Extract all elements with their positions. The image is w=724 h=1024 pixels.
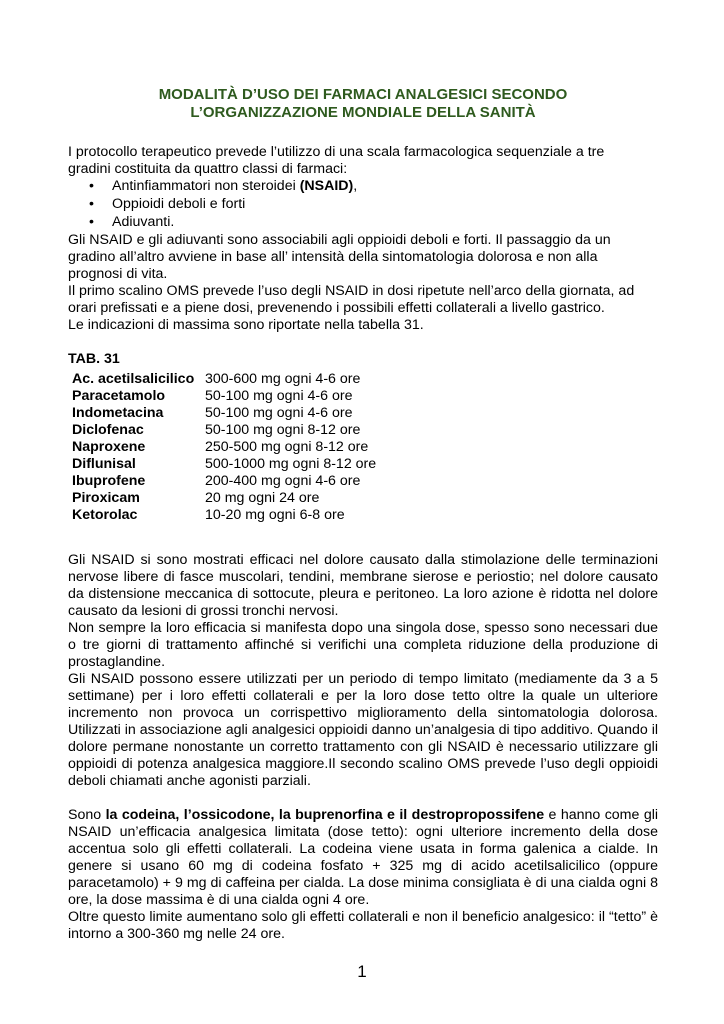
bullet-icon: • [89,196,94,212]
table-title: TAB. 31 [68,351,120,367]
table-row [70,388,376,405]
text-line: orari prefissati e a piene dosi, prevenendo i possibili effetti collaterali a livello gastrico. [68,300,605,316]
text-span: e hanno come gli NSAID un’efficacia analgesica limitata (dose tetto): ogni ulteriore incremento della dose accentua solo gli effetti collaterali. La codeina viene usata in forma galenica a cialde. In genere si usano 60 mg di codeina fosfato + 325 mg di acido acetilsalicilico (oppure paracetamolo) + 9 mg di caffeina per cialda. La dose minima consigliata è di una cialda ogni 8 ore, la dose massima è di una cialda ogni 4 ore. [68,807,659,908]
drug-cell: Diflunisal [72,456,136,472]
title-line-1: MODALITÀ D’USO DEI FARMACI ANALGESICI SECONDO [158,86,568,103]
dosage-table [70,371,376,524]
text-line: prognosi di vita. [68,266,168,282]
intro-line-1: I protocollo terapeutico prevede l’utilizzo di una scala farmacologica sequenziale a tre [68,144,605,160]
paragraph-efficacy: Gli NSAID si sono mostrati efficaci nel dolore causato dalla stimolazione delle terminazioni nervose libere di fasce muscolari, tendini, membrane sierose e periostio; nel dolore causato da distensione meccanica di sottocute, pleura e peritoneo. La loro azione è ridotta nel dolore causato da lesioni di grossi tronchi nervosi. [68,552,658,619]
drug-class-list [68,178,658,232]
dose-cell: 250-500 mg ogni 8-12 ore [205,439,369,455]
paragraph-limits: Gli NSAID possono essere utilizzati per un periodo di tempo limitato (mediamente da 3 a 5 settimane) per i loro effetti collaterali e per la loro dose tetto oltre la quale un ulteriore incremento non provoca un corrispettivo miglioramento della sintomatologia dolorosa. Utilizzati in associazione agli analgesici oppioidi danno un’analgesia di tipo additivo. Quando il dolore permane nonostante un corretto trattamento con gli NSAID è necessario utilizzare gli oppioidi di potenza analgesica maggiore.Il secondo scalino OMS prevede l’uso degli oppioidi deboli chiamati anche agonisti parziali. [68,671,658,789]
table-row [70,422,376,439]
title-line-2: L’ORGANIZZAZIONE MONDIALE DELLA SANITÀ [190,104,536,121]
list-item-bold-text: (NSAID) [299,178,354,194]
drug-cell: Ac. acetilsalicilico [72,371,195,387]
paragraph-duration: Non sempre la loro efficacia si manifesta dopo una singola dose, spesso sono necessari due o tre giorni di trattamento affinché si verifichi una completa riduzione della produzione di prostaglandine. [68,620,658,670]
list-item [89,214,658,232]
text-line: Le indicazioni di massima sono riportate nella tabella 31. [68,317,424,333]
paragraph-ceiling: Oltre questo limite aumentano solo gli effetti collaterali e non il beneficio analgesico: il “tetto” è intorno a 300-360 mg nelle 24 ore. [68,909,658,942]
page-number-text: 1 [357,962,367,981]
table-row [70,490,376,507]
list-item-text: Oppioidi deboli e forti [112,196,246,212]
list-item-text: Antinfiammatori non steroidei [112,178,300,194]
bullet-icon: • [89,214,94,230]
paragraph-weak-opioids [68,807,658,909]
table-row [70,456,376,473]
drug-cell: Naproxene [72,439,146,455]
table-row [70,507,376,524]
dose-cell: 200-400 mg ogni 4-6 ore [205,473,361,489]
list-item-suffix: , [353,178,358,194]
drug-cell: Indometacina [72,405,164,421]
drug-cell: Paracetamolo [72,388,166,404]
dose-cell: 300-600 mg ogni 4-6 ore [205,371,361,387]
drug-cell: Piroxicam [72,490,140,506]
document-page [68,86,658,943]
drug-cell: Ketorolac [72,507,138,523]
text-line: Gli NSAID e gli adiuvanti sono associabili agli oppioidi deboli e forti. Il passaggio da un [68,232,611,248]
list-item-text: Adiuvanti. [112,214,175,230]
list-item [89,196,658,214]
page-number [0,962,724,982]
table-row [70,473,376,490]
bold-opioid-list: la codeina, l’ossicodone, la buprenorfina e il destropropossifene [105,807,545,823]
document-title [68,86,658,122]
drug-cell: Ibuprofene [72,473,146,489]
intro-paragraph [68,144,658,178]
dose-cell: 50-100 mg ogni 8-12 ore [205,422,361,438]
dose-cell: 500-1000 mg ogni 8-12 ore [205,456,377,472]
table-row [70,405,376,422]
intro-line-2: gradini costituita da quattro classi di farmaci: [68,161,348,177]
text-line: gradino all’altro avviene in base all’ intensità della sintomatologia dolorosa e non alla [68,249,598,265]
drug-cell: Diclofenac [72,422,144,438]
table-row [70,439,376,456]
table-row [70,371,376,388]
text-line: Il primo scalino OMS prevede l’uso degli NSAID in dosi ripetute nell’arco della giornata, ad [68,283,635,299]
dose-cell: 10-20 mg ogni 6-8 ore [205,507,345,523]
bullet-icon: • [89,178,94,194]
dose-cell: 50-100 mg ogni 4-6 ore [205,388,353,404]
list-item [89,178,658,196]
paragraph-steps [68,232,658,334]
text-span: Sono [68,807,106,823]
dose-cell: 50-100 mg ogni 4-6 ore [205,405,353,421]
dose-cell: 20 mg ogni 24 ore [205,490,320,506]
